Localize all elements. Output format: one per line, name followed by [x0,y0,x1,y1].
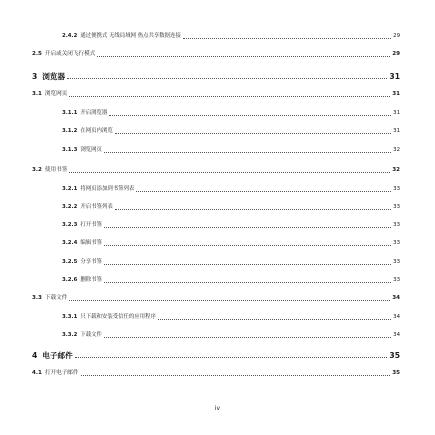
toc-page-number: 33 [393,204,400,210]
dot-leader [75,357,388,358]
toc-entry[interactable] [32,70,400,80]
toc-entry[interactable] [32,349,400,359]
toc-number: 3.2.6 [62,277,78,283]
toc-title: 下载文件 [44,295,68,301]
dot-leader [104,227,391,228]
toc-page-number: 29 [393,33,400,39]
toc-title: 浏览网页 [80,147,102,153]
toc-title: 打开电子邮件 [44,370,79,376]
dot-leader [104,264,391,265]
toc-entry[interactable] [62,107,400,117]
toc-page-number: 33 [393,277,400,283]
toc-number: 3.2 [32,167,42,173]
dot-leader [109,115,391,116]
dot-leader [104,245,391,246]
dot-leader [115,209,391,210]
toc-entry[interactable] [62,256,400,266]
toc-title: 开启浏览器 [80,110,108,116]
toc-page-number: 35 [392,370,400,376]
toc-title: 浏览网页 [44,91,68,97]
dot-leader [67,78,387,79]
toc-page-number: 34 [392,295,400,301]
toc-number: 3.1 [32,91,42,97]
toc-number: 3.2.2 [62,204,78,210]
toc-title: 只下载和安装受信任的应用程序 [80,314,156,320]
toc-number: 3 [32,72,38,81]
toc-page-number: 32 [392,167,400,173]
toc-entry[interactable] [32,88,400,98]
toc-page-number: 34 [393,332,400,338]
toc-entry[interactable] [62,219,400,229]
toc-number: 3.2.4 [62,240,78,246]
toc-entry[interactable] [32,48,400,58]
toc-number: 2.4.2 [62,33,78,39]
toc-page-number: 31 [389,72,400,81]
dot-leader [81,375,391,376]
toc-number: 3.2.1 [62,186,78,192]
toc-entry[interactable] [62,237,400,247]
dot-leader [69,96,390,97]
toc-title: 使用书签 [44,167,68,173]
toc-page-number: 33 [393,186,400,192]
toc-page-number: 31 [393,128,400,134]
toc-entry[interactable] [62,274,400,284]
toc-entry[interactable] [62,30,400,40]
toc-title: 打开书签 [80,222,102,228]
dot-leader [104,152,391,153]
toc-page-number: 29 [392,51,400,57]
toc-entry[interactable] [62,329,400,339]
toc-number: 4.1 [32,370,42,376]
toc-page-number: 32 [393,147,400,153]
dot-leader [69,172,390,173]
toc-entry[interactable] [62,144,400,154]
dot-leader [183,38,391,39]
toc-number: 3.1.2 [62,128,78,134]
toc-entry[interactable] [32,367,400,377]
dot-leader [158,319,391,320]
toc-entry[interactable] [32,292,400,302]
toc-number: 3.2.3 [62,222,78,228]
toc-page-number: 31 [392,91,400,97]
toc-page-number: 35 [389,351,400,360]
toc-number: 3.1.1 [62,110,78,116]
dot-leader [104,282,391,283]
toc-title: 下载文件 [80,332,102,338]
toc-entry[interactable] [62,201,400,211]
toc-page-number: 33 [393,259,400,265]
toc-number: 2.5 [32,51,42,57]
toc-title: 浏览器 [42,72,66,81]
toc-entry[interactable] [32,164,400,174]
toc-number: 3.2.5 [62,259,78,265]
toc-number: 3.3.2 [62,332,78,338]
dot-leader [115,133,391,134]
toc-page-number: 33 [393,222,400,228]
toc-title: 通过便携式 无线局域网 热点共享数据连接 [80,33,181,39]
toc-title: 将网页添加到书签列表 [80,186,135,192]
dot-leader [69,300,390,301]
page-number-footer: iv [214,405,221,412]
toc-title: 编辑书签 [80,240,102,246]
toc-page-number: 33 [393,240,400,246]
toc-number: 4 [32,351,38,360]
toc-title: 在网页内浏览 [80,128,113,134]
toc-title: 开启或关闭飞行模式 [44,51,96,57]
dot-leader [97,56,390,57]
toc-title: 开启书签列表 [80,204,113,210]
toc-page-number: 31 [393,110,400,116]
toc-title: 电子邮件 [42,351,73,360]
dot-leader [104,337,391,338]
toc-entry[interactable] [62,311,400,321]
toc-title: 删除书签 [80,277,102,283]
toc-number: 3.3 [32,295,42,301]
toc-page-number: 34 [393,314,400,320]
dot-leader [136,191,391,192]
toc-entry[interactable] [62,183,400,193]
toc-entry[interactable] [62,125,400,135]
toc-title: 分享书签 [80,259,102,265]
toc-number: 3.1.3 [62,147,78,153]
toc-number: 3.3.1 [62,314,78,320]
